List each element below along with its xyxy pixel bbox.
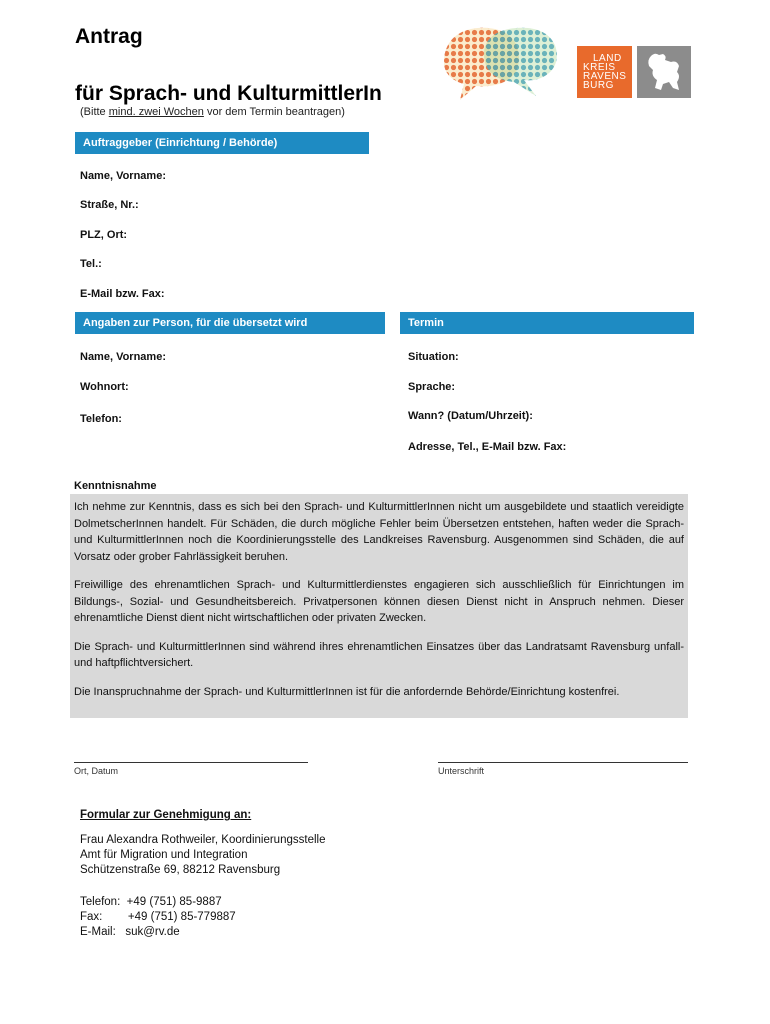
kenntnis-paragraph: Die Sprach- und KulturmittlerInnen sind während ihres ehrenamtlichen Einsatzes über das Landratsamt Ravensburg unfall- und haftpflichtversichert. bbox=[74, 640, 684, 669]
title-line-1: Antrag bbox=[75, 25, 143, 48]
landkreis-logo: LAND KREIS RAVENS BURG bbox=[577, 46, 632, 98]
signature-line bbox=[438, 762, 688, 763]
auftraggeber-phone-label: Tel.: bbox=[80, 258, 102, 270]
lion-crest-icon bbox=[637, 46, 691, 98]
termin-language-label: Sprache: bbox=[408, 381, 456, 393]
date-signature-line bbox=[74, 762, 308, 763]
auftraggeber-street-label: Straße, Nr.: bbox=[80, 199, 139, 211]
person-residence-label: Wohnort: bbox=[80, 381, 129, 393]
contact-address-line: Frau Alexandra Rothweiler, Koordinierungsstelle bbox=[80, 834, 326, 846]
contact-header: Formular zur Genehmigung an: bbox=[80, 809, 252, 821]
auftraggeber-email-label: E-Mail bzw. Fax: bbox=[80, 288, 165, 300]
contact-address-line: Amt für Migration und Integration bbox=[80, 849, 248, 861]
speech-bubbles-logo bbox=[436, 22, 564, 102]
kenntnis-paragraph: Freiwillige des ehrenamtlichen Sprach- und Kulturmittlerdienstes engagieren sich ausschließlich für Einrichtungen im Bildungs-, Sozial- und Gesundheitsbereich. Privatpersonen können diesen Dienst nicht in Anspruch nehmen. Dieser ehrenamtliche Dienst dient nicht wirtschaftlichen oder privaten Zwecken. bbox=[74, 579, 684, 624]
contact-email[interactable]: E-Mail: suk@rv.de bbox=[80, 926, 180, 938]
kenntnis-paragraph: Die Inanspruchnahme der Sprach- und KulturmittlerInnen ist für die anfordernde Behörde/Einrichtung kostenfrei. bbox=[74, 685, 620, 698]
contact-address-line: Schützenstraße 69, 88212 Ravensburg bbox=[80, 864, 281, 876]
kenntnis-header: Kenntnisnahme bbox=[74, 480, 157, 492]
title-line-2: für Sprach- und KulturmittlerIn bbox=[75, 82, 382, 105]
termin-situation-label: Situation: bbox=[408, 351, 459, 363]
person-header: Angaben zur Person, für die übersetzt wird bbox=[75, 312, 385, 334]
kenntnis-box bbox=[70, 494, 688, 718]
contact-fax: Fax: +49 (751) 85-779887 bbox=[80, 911, 236, 923]
deadline-note: (Bitte mind. zwei Wochen vor dem Termin beantragen) bbox=[80, 106, 345, 118]
auftraggeber-name-label: Name, Vorname: bbox=[80, 170, 166, 182]
contact-phone: Telefon: +49 (751) 85-9887 bbox=[80, 896, 222, 908]
kenntnis-paragraph: Ich nehme zur Kenntnis, dass es sich bei den Sprach- und KulturmittlerInnen nicht um ausgebildete und staatlich vereidigte DolmetscherInnen handelt. Für Schäden, die durch mögliche Fehler beim Übersetzen entstehen, haften weder die Sprach- und KulturmittlerInnen noch die Koordinierungsstelle des Landkreises Ravensburg. Ausgenommen sind Schäden, die auf Vorsatz oder grober Fahrlässigkeit beruhen. bbox=[74, 501, 684, 563]
date-label: Ort, Datum bbox=[74, 766, 119, 776]
person-name-label: Name, Vorname: bbox=[80, 351, 166, 363]
termin-when-label: Wann? (Datum/Uhrzeit): bbox=[408, 410, 533, 422]
signature-label: Unterschrift bbox=[438, 766, 485, 776]
person-phone-label: Telefon: bbox=[80, 413, 122, 425]
auftraggeber-city-label: PLZ, Ort: bbox=[80, 229, 128, 241]
contact-block bbox=[80, 808, 480, 940]
auftraggeber-header: Auftraggeber (Einrichtung / Behörde) bbox=[75, 132, 369, 154]
termin-address-label: Adresse, Tel., E-Mail bzw. Fax: bbox=[408, 441, 567, 453]
termin-header: Termin bbox=[400, 312, 694, 334]
